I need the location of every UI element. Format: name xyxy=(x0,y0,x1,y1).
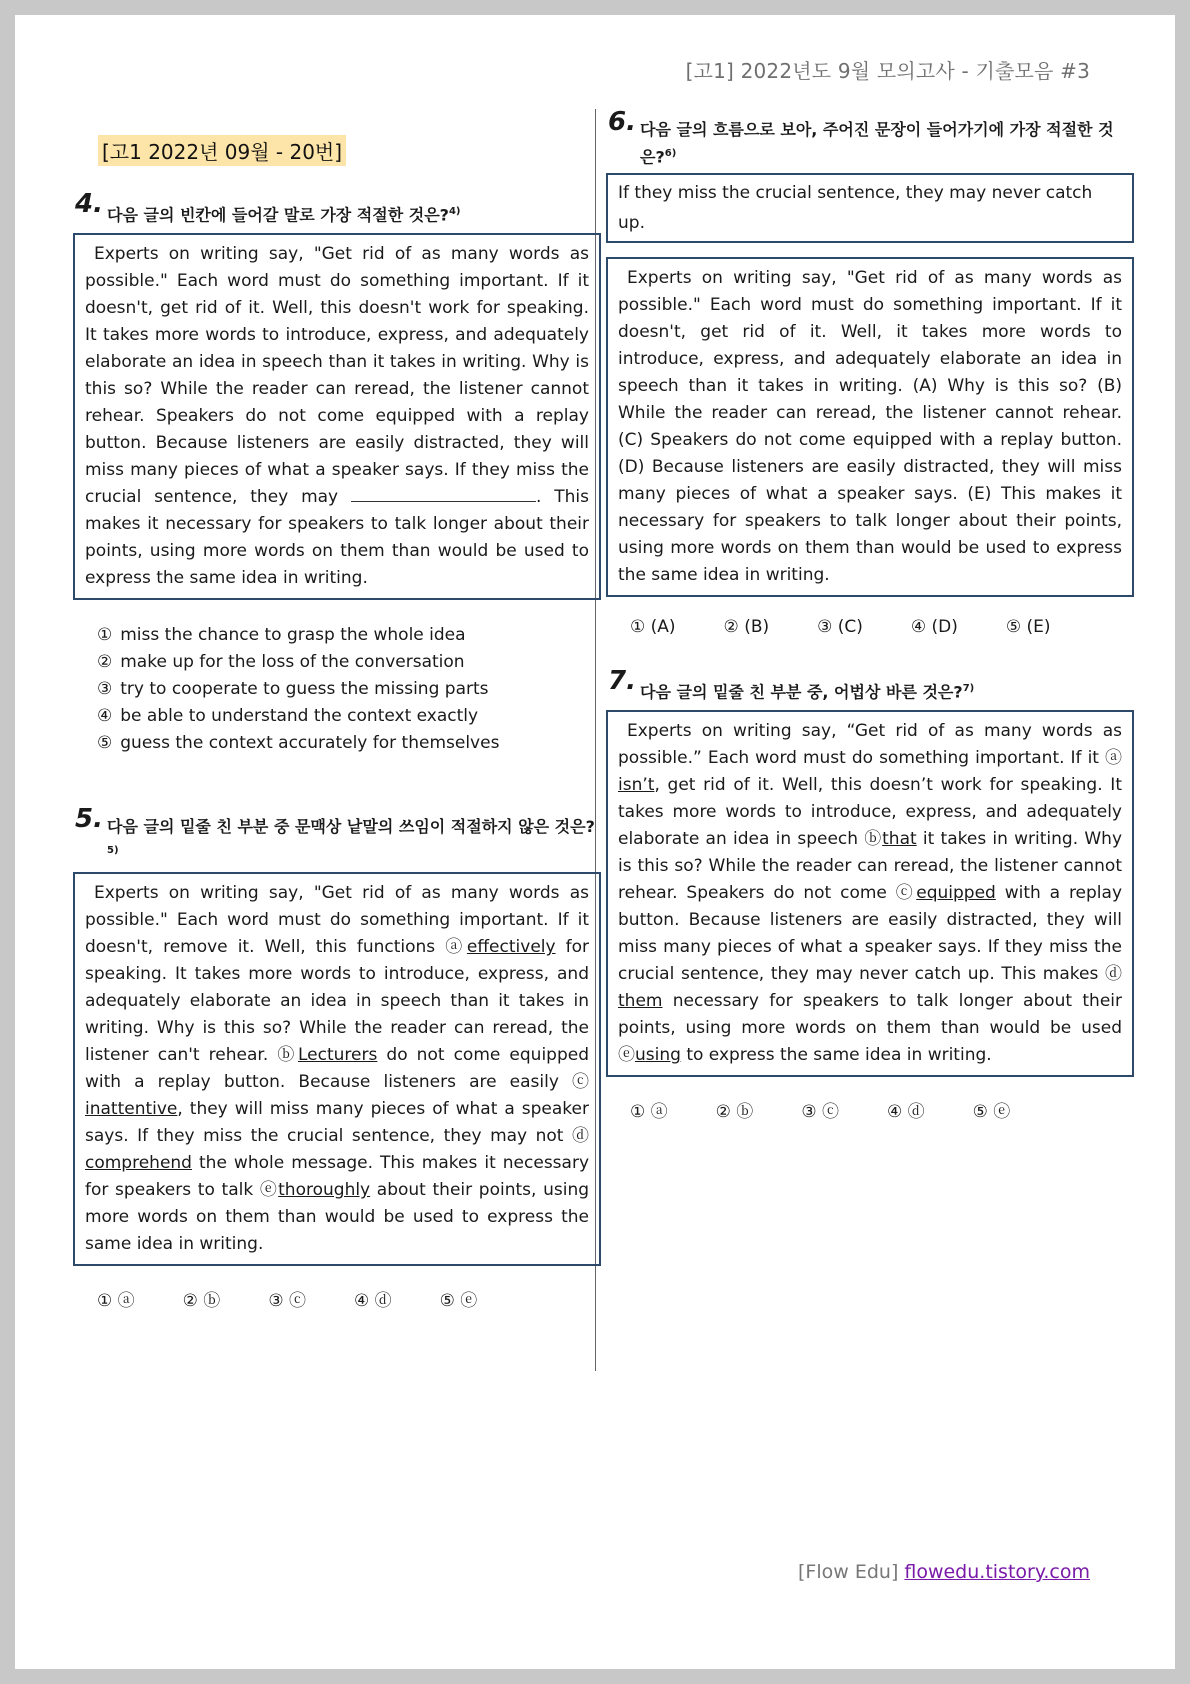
question-4-choices xyxy=(73,622,601,757)
question-5-title: 다음 글의 밑줄 친 부분 중 문맥상 낱말의 쓰임이 적절하지 않은 것은? xyxy=(107,817,595,836)
choice-mark: ① xyxy=(97,625,113,646)
answer-option[interactable]: ④ ⓓ xyxy=(353,1291,392,1312)
question-4-footnote: 4) xyxy=(448,206,461,217)
underlined-word-b: that xyxy=(882,829,917,850)
question-4 xyxy=(73,189,601,757)
question-4-passage-part2: . This makes it necessary for speakers to talk longer about their points, using more words on them than would be used to express the same idea in writing. xyxy=(85,487,589,589)
question-5-number: 5. xyxy=(75,804,103,834)
mark-a: ⓐ xyxy=(445,937,467,958)
choice-text: miss the chance to grasp the whole idea xyxy=(120,625,466,646)
mark-b: ⓑ xyxy=(864,829,883,850)
choice-mark: ④ xyxy=(97,706,113,727)
question-7-answers xyxy=(606,1097,1134,1122)
question-4-heading xyxy=(73,189,601,227)
question-4-number: 4. xyxy=(75,189,103,219)
passage-text: for speaking. It takes more words to introduce, express, and adequately elaborate an idea in speech than it takes in writing. Why is this so? While the reader can reread, the listener can't rehear. xyxy=(85,937,590,1066)
page-header: [고1] 2022년도 9월 모의고사 - 기출모음 #3 xyxy=(685,59,1090,83)
answer-option[interactable]: ④ ⓓ xyxy=(886,1102,925,1123)
question-7-title: 다음 글의 밑줄 친 부분 중, 어법상 바른 것은? xyxy=(640,682,963,702)
answer-option[interactable]: ⑤ (E) xyxy=(1005,617,1051,638)
mark-a: ⓐ xyxy=(1105,748,1122,769)
footer-brand: [Flow Edu] xyxy=(798,1561,899,1583)
question-6-answers xyxy=(606,617,1134,637)
footer-link[interactable]: flowedu.tistory.com xyxy=(904,1561,1090,1583)
mark-e: ⓔ xyxy=(618,1045,635,1066)
passage-text: Experts on writing say, “Get rid of as many words as possible.” Each word must do something important. If it xyxy=(618,721,1122,769)
mark-b: ⓑ xyxy=(277,1045,298,1066)
question-4-blank xyxy=(351,485,536,502)
choice-text: guess the context accurately for themselves xyxy=(120,733,500,754)
mark-c: ⓒ xyxy=(572,1072,589,1093)
exam-page xyxy=(15,15,1175,1669)
choice-text: try to cooperate to guess the missing parts xyxy=(120,679,489,700)
underlined-word-a: effectively xyxy=(466,937,556,958)
question-6 xyxy=(606,107,1134,638)
passage-text: it takes in writing. Why is this so? While the reader can reread, the listener cannot rehear. Speakers do not come xyxy=(618,829,1123,904)
answer-option[interactable]: ④ (D) xyxy=(910,617,958,638)
question-6-given-sentence: If they miss the crucial sentence, they may never catch up. xyxy=(606,173,1134,243)
choice-text: make up for the loss of the conversation xyxy=(120,652,465,673)
passage-text: Experts on writing say, "Get rid of as many words as possible." Each word must do something important. If it doesn't, remove it. Well, this functions xyxy=(85,883,589,958)
passage-text: with a replay button. Because listeners are easily distracted, they will miss many pieces of what a speaker says. If they miss the crucial sentence, they may never catch up. This makes xyxy=(618,883,1123,985)
question-5-heading xyxy=(73,804,601,866)
passage-text: the whole message. This makes it necessary for speakers to talk xyxy=(85,1153,589,1201)
choice-text: be able to understand the context exactly xyxy=(120,706,479,727)
underlined-word-e: using xyxy=(635,1045,681,1066)
underlined-word-b: Lecturers xyxy=(297,1045,378,1066)
question-4-passage xyxy=(73,233,601,600)
question-6-heading xyxy=(606,107,1134,169)
choice-item[interactable] xyxy=(97,730,601,757)
answer-option[interactable]: ⑤ ⓔ xyxy=(439,1291,478,1312)
question-6-title: 다음 글의 흐름으로 보아, 주어진 문장이 들어가기에 가장 적절한 것은? xyxy=(640,120,1114,167)
passage-text: about their points, using more words on them than would be used to express the same idea in writing. xyxy=(85,1180,590,1255)
passage-text: Experts on writing say, "Get rid of as many words as possible." Each word must do something important. If it doesn't, get rid of it. Well, it takes more words to introduce, express, and adequately elaborate an idea in speech than it takes in writing. (A) Why is this so? (B) While the reader can reread, the listener cannot rehear. (C) Speakers do not come equipped with a replay button. (D) Because listeners are easily distracted, they will miss many pieces of what a speaker says. (E) This makes it necessary for speakers to talk longer about their points, using more words on them than would be used to express the same idea in writing. xyxy=(618,268,1122,586)
question-4-passage-part1: Experts on writing say, "Get rid of as many words as possible." Each word must do something important. If it doesn't, get rid of it. Well, this doesn't work for speaking. It takes more words to introduce, express, and adequately elaborate an idea in speech than it takes in writing. Why is this so? While the reader can reread, the listener cannot rehear. Speakers do not come equipped with a replay button. Because listeners are easily distracted, they will miss many pieces of what a speaker says. If they miss the crucial sentence, they may xyxy=(85,244,589,508)
underlined-word-d: them xyxy=(618,991,663,1012)
choice-item[interactable] xyxy=(97,622,601,649)
answer-option[interactable]: ② ⓑ xyxy=(182,1291,221,1312)
underlined-word-e: thoroughly xyxy=(278,1180,371,1201)
question-6-number: 6. xyxy=(608,107,636,137)
page-footer xyxy=(798,1561,1090,1583)
passage-text: , they will miss many pieces of what a speaker says. If they miss the crucial sentence, they may not xyxy=(85,1099,589,1147)
question-5-answers xyxy=(73,1286,601,1311)
answer-option[interactable]: ⑤ ⓔ xyxy=(972,1102,1011,1123)
answer-option[interactable]: ② ⓑ xyxy=(715,1102,754,1123)
answer-option[interactable]: ③ ⓒ xyxy=(268,1291,306,1312)
question-7-number: 7. xyxy=(608,666,636,696)
passage-text: , get rid of it. Well, this doesn’t work for speaking. It takes more words to introduce, express, and adequately elaborate an idea in speech xyxy=(618,775,1122,850)
choice-mark: ② xyxy=(97,652,113,673)
mark-c: ⓒ xyxy=(895,883,917,904)
passage-text: do not come equipped with a replay button. Because listeners are easily xyxy=(85,1045,589,1093)
question-5-footnote: 5) xyxy=(107,845,119,856)
question-5-passage xyxy=(73,872,601,1266)
answer-option[interactable]: ① (A) xyxy=(630,617,676,638)
choice-mark: ⑤ xyxy=(97,733,113,754)
question-6-passage xyxy=(606,257,1134,597)
section-tag: [고1 2022년 09월 - 20번] xyxy=(98,135,346,166)
answer-option[interactable]: ① ⓐ xyxy=(97,1291,135,1312)
question-7-passage xyxy=(606,710,1134,1077)
answer-option[interactable]: ① ⓐ xyxy=(630,1102,668,1123)
answer-option[interactable]: ③ (C) xyxy=(817,617,863,638)
mark-e: ⓔ xyxy=(259,1180,279,1201)
answer-option[interactable]: ② (B) xyxy=(723,617,770,638)
mark-d: ⓓ xyxy=(1105,964,1122,985)
choice-mark: ③ xyxy=(97,679,113,700)
question-7-heading xyxy=(606,666,1134,704)
answer-option[interactable]: ③ ⓒ xyxy=(801,1102,839,1123)
passage-text: to express the same idea in writing. xyxy=(680,1045,992,1066)
underlined-word-a: isn’t xyxy=(618,775,655,796)
question-6-footnote: 6) xyxy=(664,148,677,159)
question-7 xyxy=(606,666,1134,1123)
question-7-footnote: 7) xyxy=(962,683,975,694)
passage-text: necessary for speakers to talk longer about their points, using more words on them than would be used xyxy=(618,991,1122,1039)
choice-item[interactable] xyxy=(97,703,601,730)
underlined-word-d: comprehend xyxy=(85,1153,192,1174)
underlined-word-c: inattentive xyxy=(85,1099,178,1120)
question-4-title: 다음 글의 빈칸에 들어갈 말로 가장 적절한 것은? xyxy=(107,205,449,225)
underlined-word-c: equipped xyxy=(916,883,996,904)
mark-d: ⓓ xyxy=(572,1126,589,1147)
choice-item[interactable] xyxy=(97,649,601,676)
question-5 xyxy=(73,804,601,1312)
choice-item[interactable] xyxy=(97,676,601,703)
